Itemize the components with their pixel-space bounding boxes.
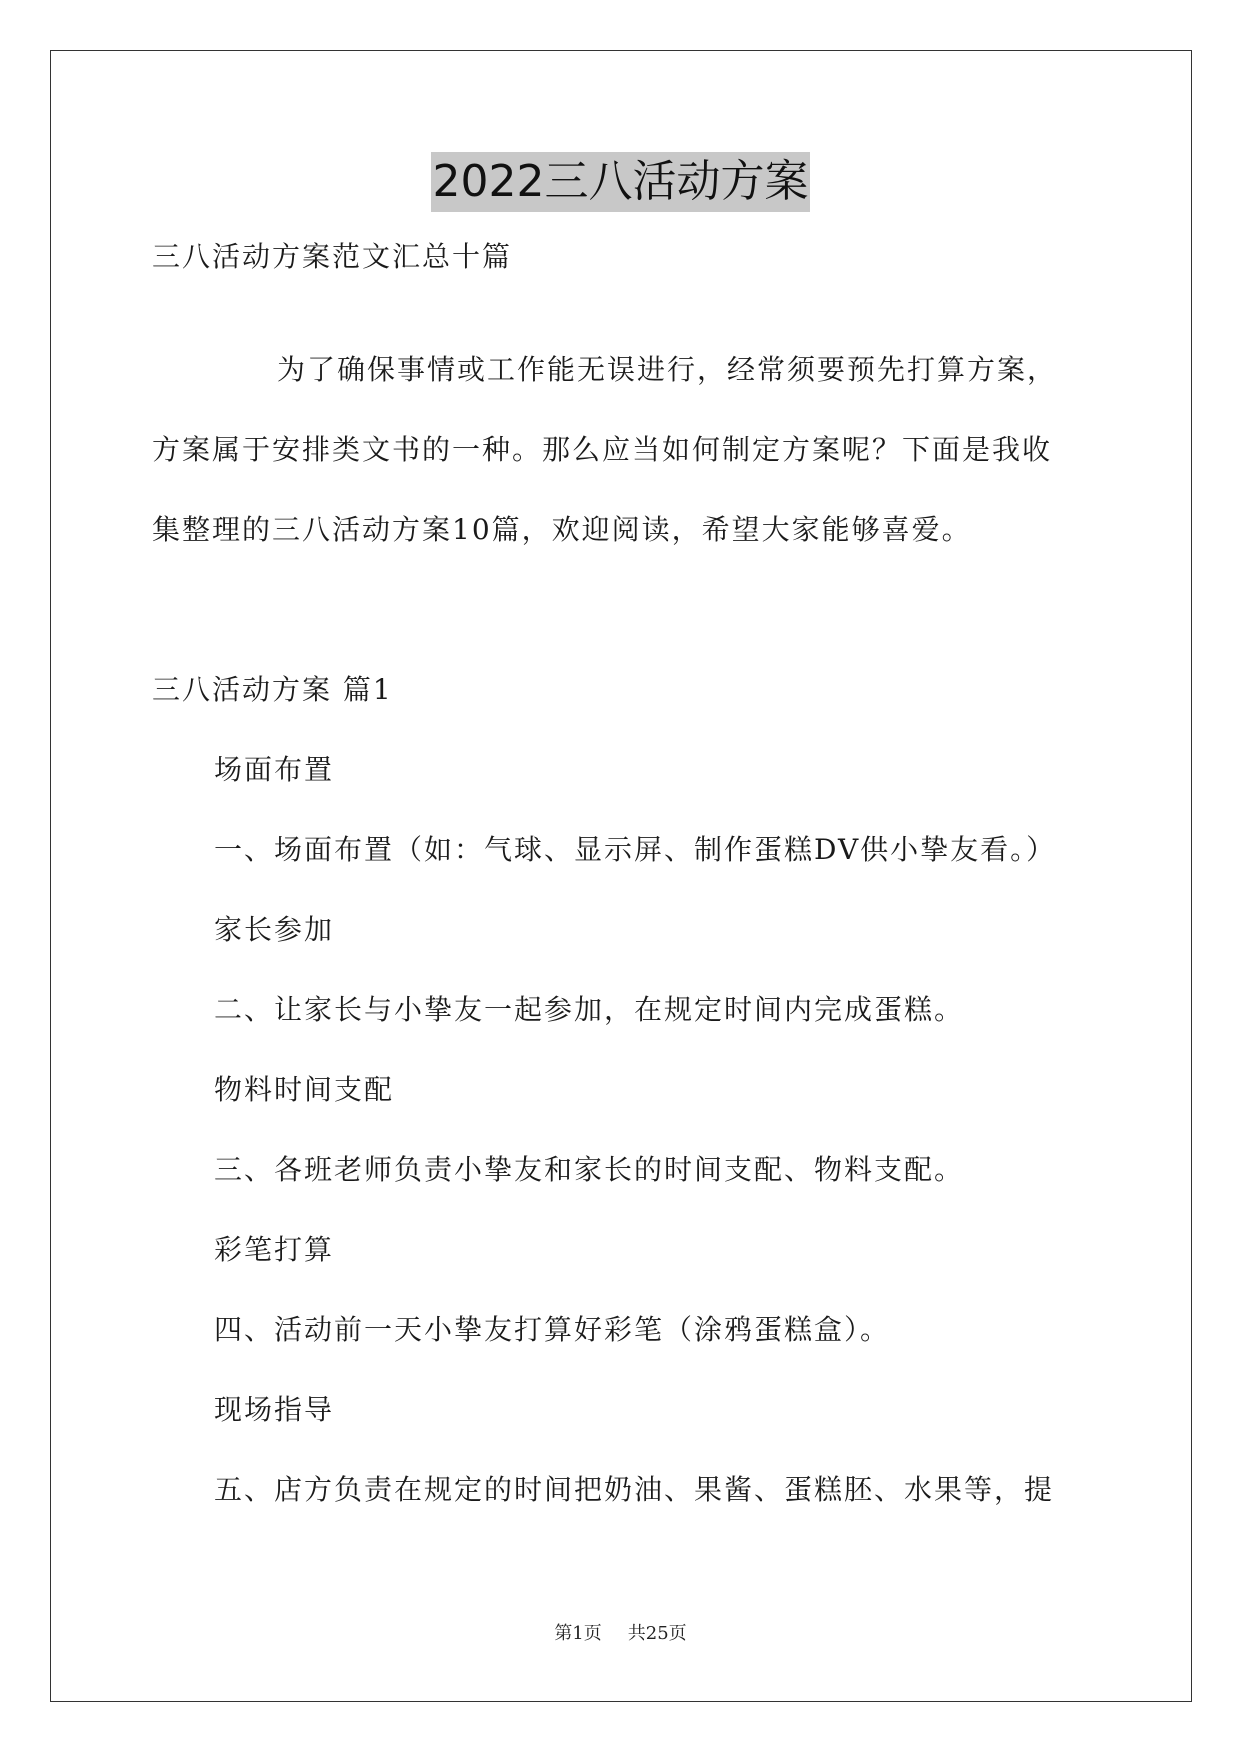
body-line: 三、各班老师负责小挚友和家长的时间支配、物料支配。 bbox=[214, 1153, 965, 1186]
document-subtitle: 三八活动方案范文汇总十篇 bbox=[152, 240, 513, 273]
page-number: 第1页 bbox=[554, 1623, 602, 1644]
body-line: 二、让家长与小挚友一起参加，在规定时间内完成蛋糕。 bbox=[214, 993, 965, 1026]
body-line: 物料时间支配 bbox=[214, 1073, 395, 1106]
page-footer bbox=[0, 1622, 1241, 1646]
page-total: 共25页 bbox=[627, 1623, 687, 1644]
body-line: 一、场面布置（如：气球、显示屏、制作蛋糕DV供小挚友看。） bbox=[214, 833, 1057, 866]
document-title: 2022三八活动方案 bbox=[431, 152, 811, 212]
body-line: 场面布置 bbox=[214, 753, 335, 786]
body-line: 彩笔打算 bbox=[214, 1233, 335, 1266]
body-line: 五、店方负责在规定的时间把奶油、果酱、蛋糕胚、水果等，提 bbox=[214, 1473, 1055, 1506]
title-wrap bbox=[0, 152, 1241, 212]
body-line: 家长参加 bbox=[214, 913, 335, 946]
intro-line-2: 方案属于安排类文书的一种。那么应当如何制定方案呢？下面是我收 bbox=[152, 433, 1053, 466]
section-heading: 三八活动方案 篇1 bbox=[152, 673, 393, 706]
body-line: 四、活动前一天小挚友打算好彩笔（涂鸦蛋糕盒）。 bbox=[214, 1313, 891, 1346]
page-border bbox=[50, 50, 1192, 1702]
intro-line-3: 集整理的三八活动方案10篇，欢迎阅读，希望大家能够喜爱。 bbox=[152, 513, 972, 546]
body-line: 现场指导 bbox=[214, 1393, 335, 1426]
intro-line-1: 为了确保事情或工作能无误进行，经常须要预先打算方案， bbox=[277, 353, 1058, 386]
